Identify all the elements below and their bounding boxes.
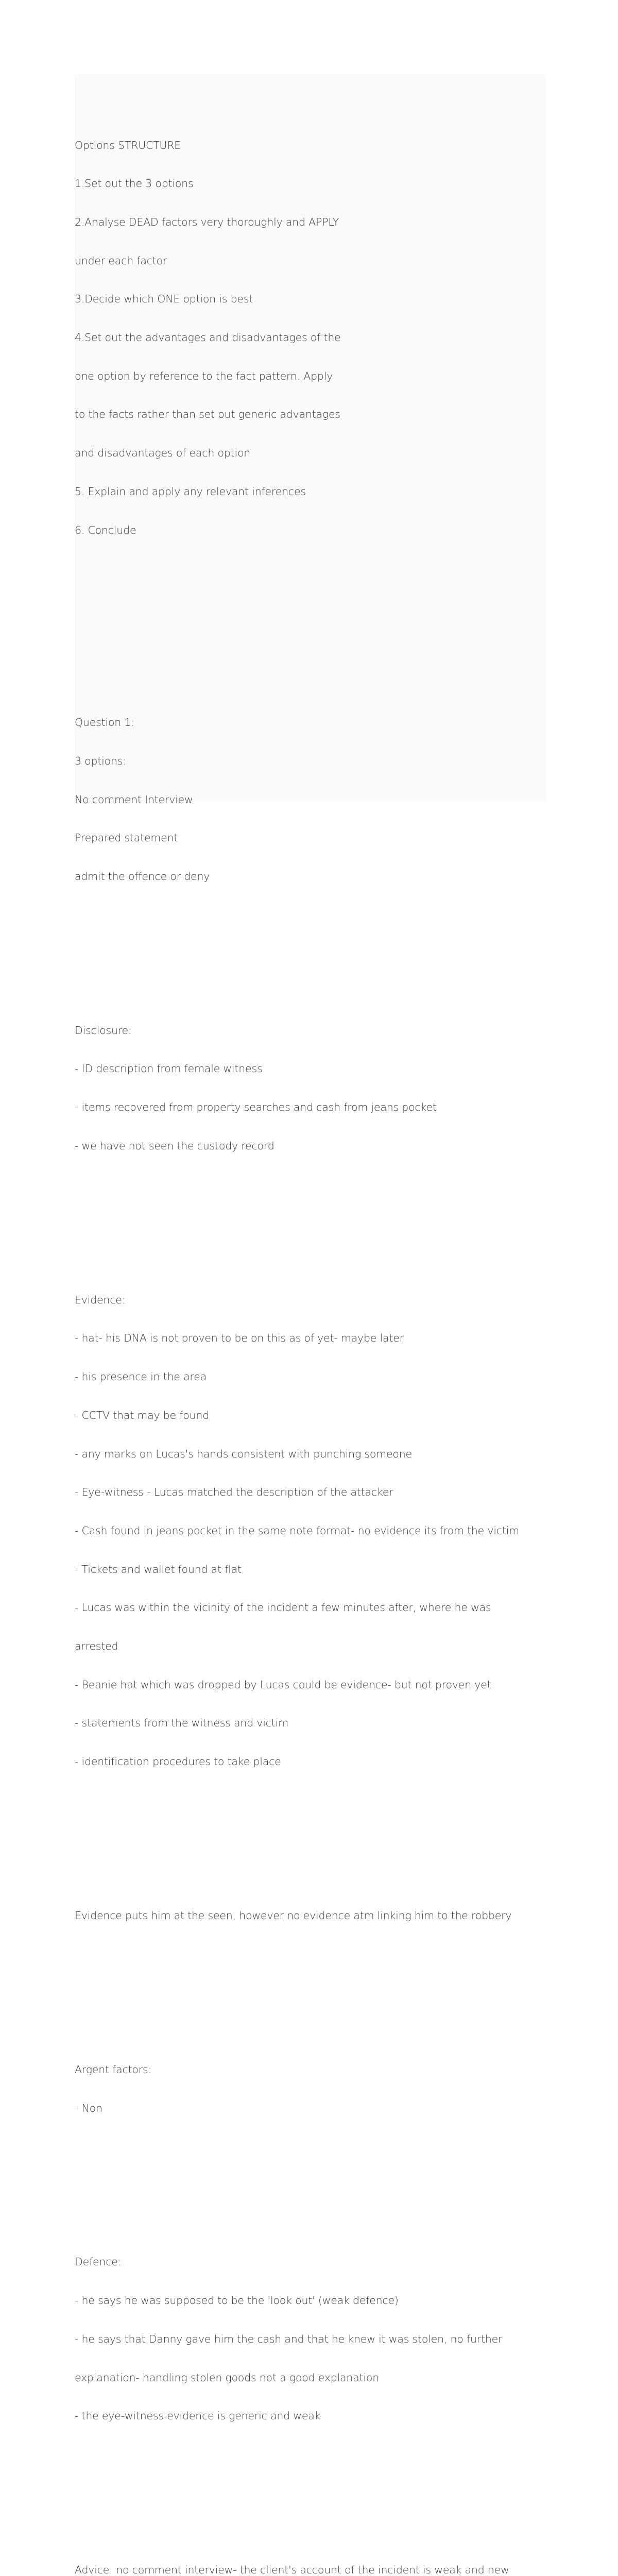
text-line: - ID description from female witness bbox=[75, 1062, 263, 1075]
text-line: - identification procedures to take place bbox=[75, 1755, 281, 1768]
text-line: - Cash found in jeans pocket in the same note format- no evidence its from the victim bbox=[75, 1524, 519, 1537]
text-line: No comment Interview bbox=[75, 793, 193, 806]
text-line: under each factor bbox=[75, 254, 167, 267]
section-disclosure bbox=[75, 998, 554, 1178]
section-evidence bbox=[75, 1268, 554, 1794]
text-line: - Eye-witness - Lucas matched the description of the attacker bbox=[75, 1486, 393, 1499]
text-line: - Lucas was within the vicinity of the incident a few minutes after, where he was bbox=[75, 1601, 491, 1614]
section-defence bbox=[75, 2230, 554, 2448]
text-line: - hat- his DNA is not proven to be on this as of yet- maybe later bbox=[75, 1332, 404, 1345]
text-line: 6. Conclude bbox=[75, 523, 136, 536]
text-line: - the eye-witness evidence is generic and weak bbox=[75, 2410, 321, 2422]
text-line: Prepared statement bbox=[75, 832, 178, 844]
blank-line bbox=[75, 1216, 554, 1229]
text-line: 3 options: bbox=[75, 754, 126, 767]
blank-line bbox=[75, 2487, 554, 2500]
text-line: 1.Set out the 3 options bbox=[75, 177, 194, 190]
text-line: - any marks on Lucas's hands consistent with punching someone bbox=[75, 1447, 412, 1460]
text-line: admit the offence or deny bbox=[75, 870, 210, 883]
blank-line bbox=[75, 639, 554, 652]
text-line: 2.Analyse DEAD factors very thoroughly and APPLY bbox=[75, 215, 339, 228]
text-line: Advice: no comment interview- the client's account of the incident is weak and new bbox=[75, 2564, 509, 2576]
text-line: - items recovered from property searches and cash from jeans pocket bbox=[75, 1101, 437, 1114]
text-line: explanation- handling stolen goods not a good explanation bbox=[75, 2371, 379, 2384]
text-line: arrested bbox=[75, 1640, 118, 1653]
text-line: - he says that Danny gave him the cash and that he knew it was stolen, no further bbox=[75, 2332, 503, 2345]
section-argent-factors bbox=[75, 2038, 554, 2140]
text-line: - he says he was supposed to be the 'look out' (weak defence) bbox=[75, 2294, 399, 2307]
blank-line bbox=[75, 1833, 554, 1845]
heading-argent-factors: Argent factors: bbox=[75, 2063, 152, 2076]
section-advice bbox=[75, 2538, 554, 2576]
section-evidence-summary bbox=[75, 1884, 554, 1948]
heading-question-1: Question 1: bbox=[75, 716, 134, 729]
blank-line bbox=[75, 601, 554, 614]
heading-disclosure: Disclosure: bbox=[75, 1024, 132, 1037]
text-line: - Non bbox=[75, 2102, 102, 2114]
heading-defence: Defence: bbox=[75, 2256, 122, 2268]
section-structure bbox=[75, 113, 554, 563]
text-line: - statements from the witness and victim bbox=[75, 1717, 288, 1730]
text-line: - Tickets and wallet found at flat bbox=[75, 1563, 242, 1575]
document-text bbox=[75, 75, 554, 2576]
text-line: - Beanie hat which was dropped by Lucas could be evidence- but not proven yet bbox=[75, 1678, 491, 1691]
section-question-1 bbox=[75, 690, 554, 908]
text-line: 3.Decide which ONE option is best bbox=[75, 293, 253, 306]
heading-evidence: Evidence: bbox=[75, 1293, 126, 1306]
text-line: - his presence in the area bbox=[75, 1370, 207, 1383]
text-line: - CCTV that may be found bbox=[75, 1409, 210, 1421]
blank-line bbox=[75, 1986, 554, 1999]
text-line: and disadvantages of each option bbox=[75, 447, 251, 460]
text-line: to the facts rather than set out generic advantages bbox=[75, 408, 340, 421]
text-line: - we have not seen the custody record bbox=[75, 1139, 274, 1152]
blank-line bbox=[75, 2179, 554, 2192]
text-line: Evidence puts him at the seen, however no evidence atm linking him to the robbery bbox=[75, 1909, 512, 1922]
text-line: 5. Explain and apply any relevant inferences bbox=[75, 485, 306, 498]
text-line: 4.Set out the advantages and disadvantages of the bbox=[75, 331, 341, 344]
text-line: one option by reference to the fact pattern. Apply bbox=[75, 369, 333, 382]
heading-options-structure: Options STRUCTURE bbox=[75, 139, 181, 151]
blank-line bbox=[75, 947, 554, 960]
